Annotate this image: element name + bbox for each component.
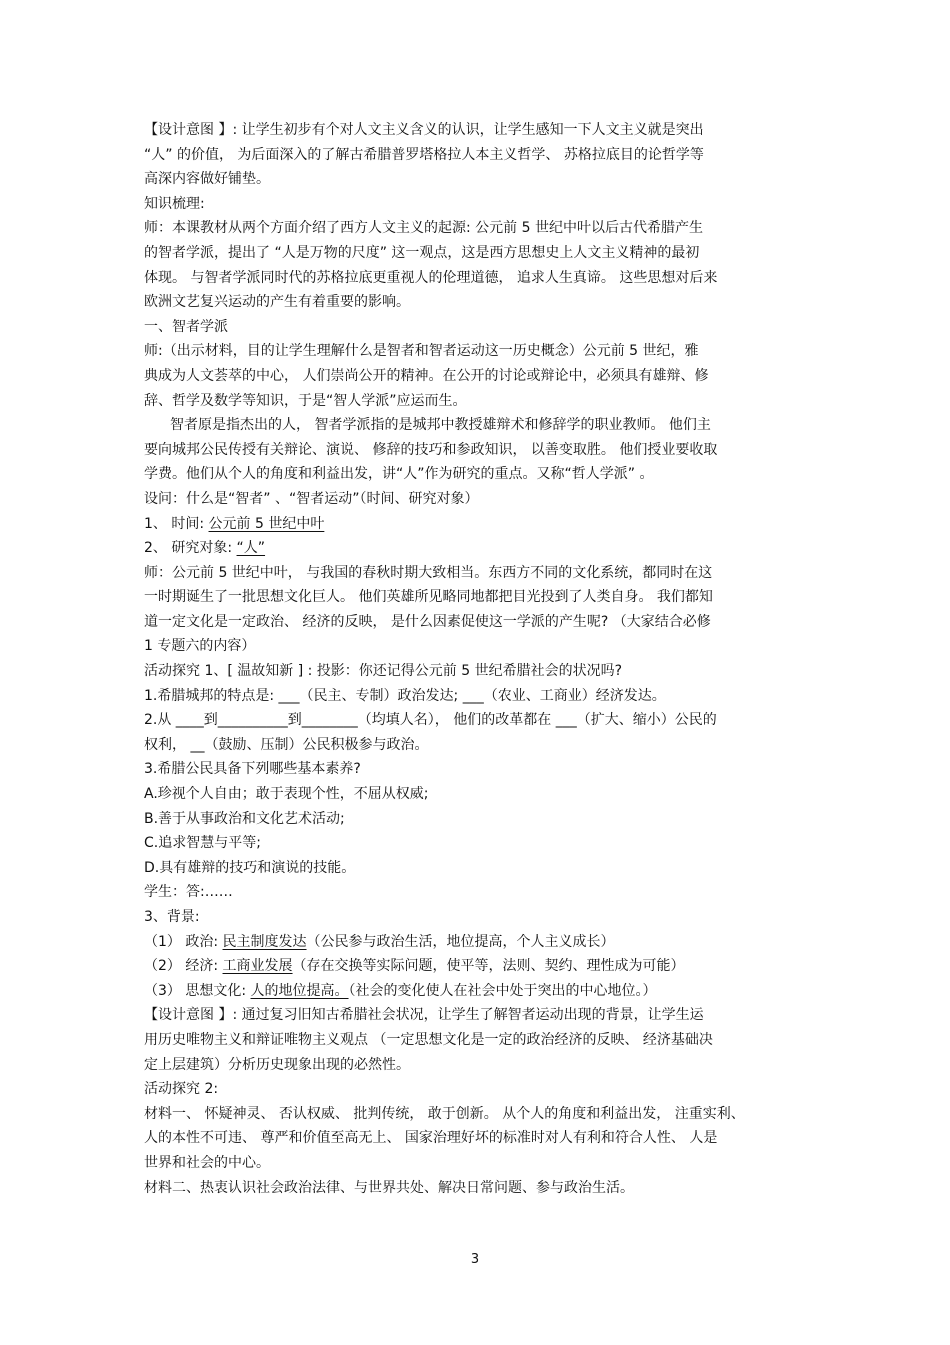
text-line: 学费。他们从个人的角度和利益出发，讲“人”作为研究的重点。又称“哲人学派” 。 (144, 466, 654, 483)
text-line: 高深内容做好铺垫。 (144, 171, 270, 188)
time-answer: 公元前 5 世纪中叶 (208, 515, 325, 532)
time-line: 1、 时间: 公元前 5 世纪中叶 (144, 515, 325, 532)
text-line: “人” 的价值， 为后面深入的了解古希腊普罗塔格拉人本主义哲学、 苏格拉底目的论哲学等 (144, 146, 704, 163)
subject-line: 2、 研究对象: “人” (144, 540, 266, 557)
design-intent-line: 【设计意图 】: 让学生初步有个对人文主义含义的认识，让学生感知一下人文主义就是突出 (144, 122, 704, 138)
question-item: 2.从 ____到__________到________（均填人名）， 他们的改革都在 ___（扩大、缩小）公民的 (144, 712, 717, 729)
section-heading: 一、智者学派 (144, 318, 228, 335)
text-line: 道一定文化是一定政治、 经济的反映， 是什么因素促使这一学派的产生呢? （大家结合必修 (144, 613, 711, 630)
text-line: 师:（出示材料，目的让学生理解什么是智者和智者运动这一历史概念）公元前 5 世纪，雅 (144, 343, 699, 360)
text-line: 欧洲文艺复兴运动的产生有着重要的影响。 (144, 294, 410, 311)
question-item: 1.希腊城邦的特点是: ___（民主、专制）政治发达; ___（农业、工商业）经济发达。 (144, 687, 666, 704)
material-line: 人的本性不可违、 尊严和价值至高无上、 国家治理好坏的标准时对人有利和符合人性、 人是 (144, 1130, 718, 1147)
text-line: 要向城邦公民传授有关辩论、演说、 修辞的技巧和参政知识， 以善变取胜。 他们授业要收取 (144, 441, 718, 458)
background-economy: （2） 经济: 工商业发展（存在交换等实际问题，使平等，法则、契约、理性成为可能） (144, 958, 685, 975)
material-line: 世界和社会的中心。 (144, 1154, 270, 1171)
activity-line: 活动探究 1、[ 温故知新 ] : 投影：你还记得公元前 5 世纪希腊社会的状况吗? (144, 663, 623, 680)
design-intent-line: 【设计意图 】: 通过复习旧知古希腊社会状况，让学生了解智者运动出现的背景，让学生运 (144, 1007, 704, 1024)
background-politics: （1） 政治: 民主制度发达（公民参与政治生活，地位提高，个人主义成长） (144, 933, 615, 950)
option-c: C.追求智慧与平等; (144, 835, 261, 852)
option-b: B.善于从事政治和文化艺术活动; (144, 810, 345, 827)
text-line: 用历史唯物主义和辩证唯物主义观点 （一定思想文化是一定的政治经济的反映、 经济基础决 (144, 1031, 713, 1048)
question-item: 权利， __（鼓励、压制）公民积极参与政治。 (144, 736, 429, 753)
page-number: 3 (470, 1252, 480, 1267)
text-line: 一时期诞生了一批思想文化巨人。 他们英雄所见略同地都把目光投到了人类自身。 我们都知 (144, 589, 713, 606)
section-label: 知识梳理: (144, 195, 205, 212)
document-body (144, 118, 814, 1200)
background-culture: （3） 思想文化: 人的地位提高。（社会的变化使人在社会中处于突出的中心地位。） (144, 982, 657, 999)
text-line: 智者原是指杰出的人， 智者学派指的是城邦中教授雄辩术和修辞学的职业教师。 他们主 (170, 417, 711, 434)
subject-answer: “人” (236, 540, 266, 557)
text-line: 辞、哲学及数学等知识，于是“智人学派”应运而生。 (144, 392, 467, 409)
text-line: 师：本课教材从两个方面介绍了西方人文主义的起源: 公元前 5 世纪中叶以后古代希腊产生 (144, 220, 703, 237)
activity-line: 活动探究 2: (144, 1081, 219, 1098)
text-line: 定上层建筑）分析历史现象出现的必然性。 (144, 1056, 410, 1073)
material-line: 材料二、热衷认识社会政治法律、与世界共处、解决日常问题、参与政治生活。 (144, 1179, 634, 1196)
option-a: A.珍视个人自由；敢于表现个性，不屈从权威; (144, 786, 429, 803)
option-d: D.具有雄辩的技巧和演说的技能。 (144, 859, 356, 876)
student-answer: 学生：答:…… (144, 884, 233, 901)
text-line: 的智者学派，提出了 “人是万物的尺度” 这一观点，这是西方思想史上人文主义精神的最初 (144, 244, 700, 261)
text-line: 师：公元前 5 世纪中叶， 与我国的春秋时期大致相当。东西方不同的文化系统，都同时在这 (144, 564, 713, 581)
question-line: 设问：什么是“智者” 、“智者运动”（时间、研究对象） (144, 490, 479, 507)
background-heading: 3、背景: (144, 909, 200, 925)
text-line: 1 专题六的内容） (144, 638, 256, 655)
material-line: 材料一、 怀疑神灵、 否认权威、 批判传统， 敢于创新。 从个人的角度和利益出发， 注重实利、 (144, 1105, 745, 1122)
text-line: 典成为人文荟萃的中心， 人们崇尚公开的精神。在公开的讨论或辩论中，必须具有雄辩、修 (144, 367, 709, 384)
text-line: 体现。 与智者学派同时代的苏格拉底更重视人的伦理道德， 追求人生真谛。 这些思想对后来 (144, 269, 718, 286)
question-item: 3.希腊公民具备下列哪些基本素养? (144, 761, 361, 778)
